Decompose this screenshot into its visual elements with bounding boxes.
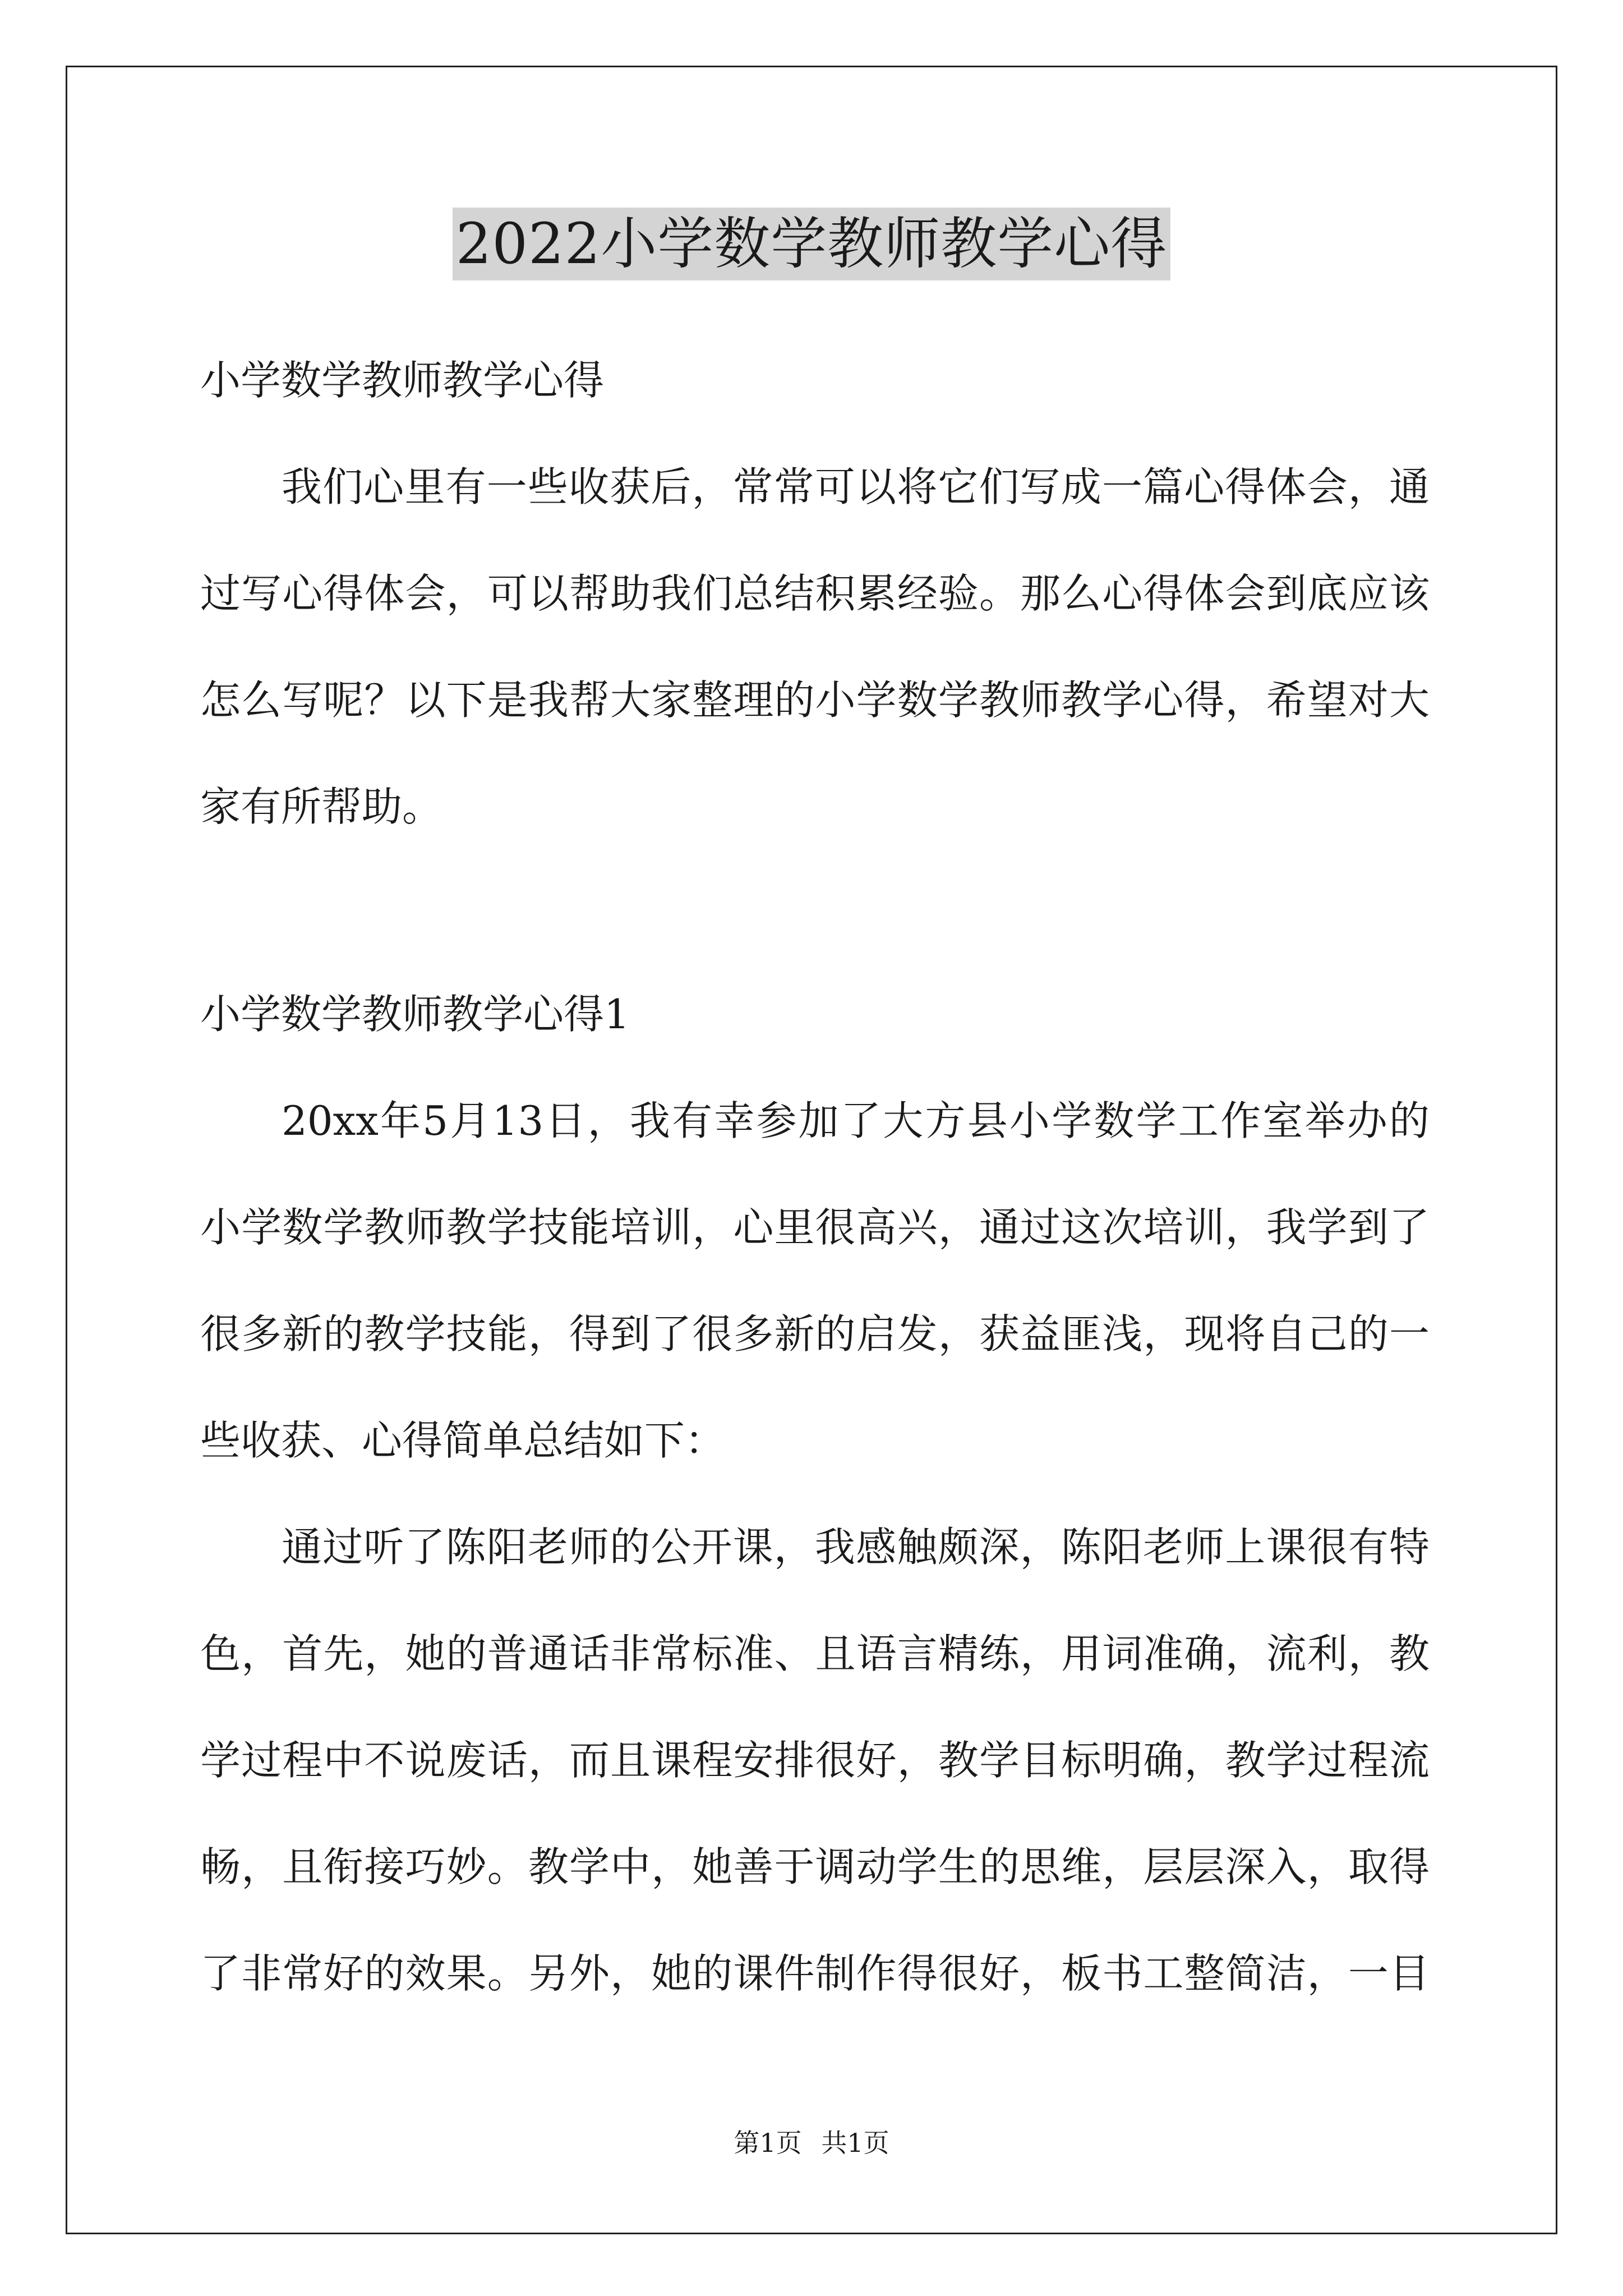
para1-line: 些收获、心得简单总结如下：: [200, 1417, 726, 1464]
subtitle: 小学数学教师教学心得: [200, 357, 605, 404]
para2-line: 畅，且衔接巧妙。教学中，她善于调动学生的思维，层层深入，取得: [200, 1843, 1430, 1890]
intro-line: 我们心里有一些收获后，常常可以将它们写成一篇心得体会，通: [282, 463, 1430, 510]
title-container: [0, 208, 1623, 280]
page-footer: [0, 2126, 1623, 2160]
para2-line: 了非常好的效果。另外，她的课件制作得很好，板书工整简洁，一目: [200, 1950, 1430, 1997]
para1-line: 20xx年5月13日，我有幸参加了大方县小学数学工作室举办的: [282, 1097, 1430, 1144]
page-total: 共1页: [821, 2128, 889, 2158]
document-title: 2022小学数学教师教学心得: [453, 208, 1171, 280]
para2-line: 学过程中不说废话，而且课程安排很好，教学目标明确，教学过程流: [200, 1737, 1430, 1784]
page-number: 第1页: [734, 2128, 802, 2158]
intro-line: 过写心得体会，可以帮助我们总结积累经验。那么心得体会到底应该: [200, 570, 1430, 617]
para1-line: 很多新的教学技能，得到了很多新的启发，获益匪浅，现将自己的一: [200, 1310, 1430, 1358]
section-heading: 小学数学教师教学心得1: [200, 991, 630, 1038]
intro-line: 怎么写呢？以下是我帮大家整理的小学数学教师教学心得，希望对大: [200, 677, 1430, 724]
para2-line: 通过听了陈阳老师的公开课，我感触颇深，陈阳老师上课很有特: [282, 1524, 1430, 1571]
intro-line: 家有所帮助。: [200, 783, 443, 830]
para1-line: 小学数学教师教学技能培训，心里很高兴，通过这次培训，我学到了: [200, 1204, 1430, 1251]
para2-line: 色，首先，她的普通话非常标准、且语言精练，用词准确，流利，教: [200, 1630, 1430, 1677]
